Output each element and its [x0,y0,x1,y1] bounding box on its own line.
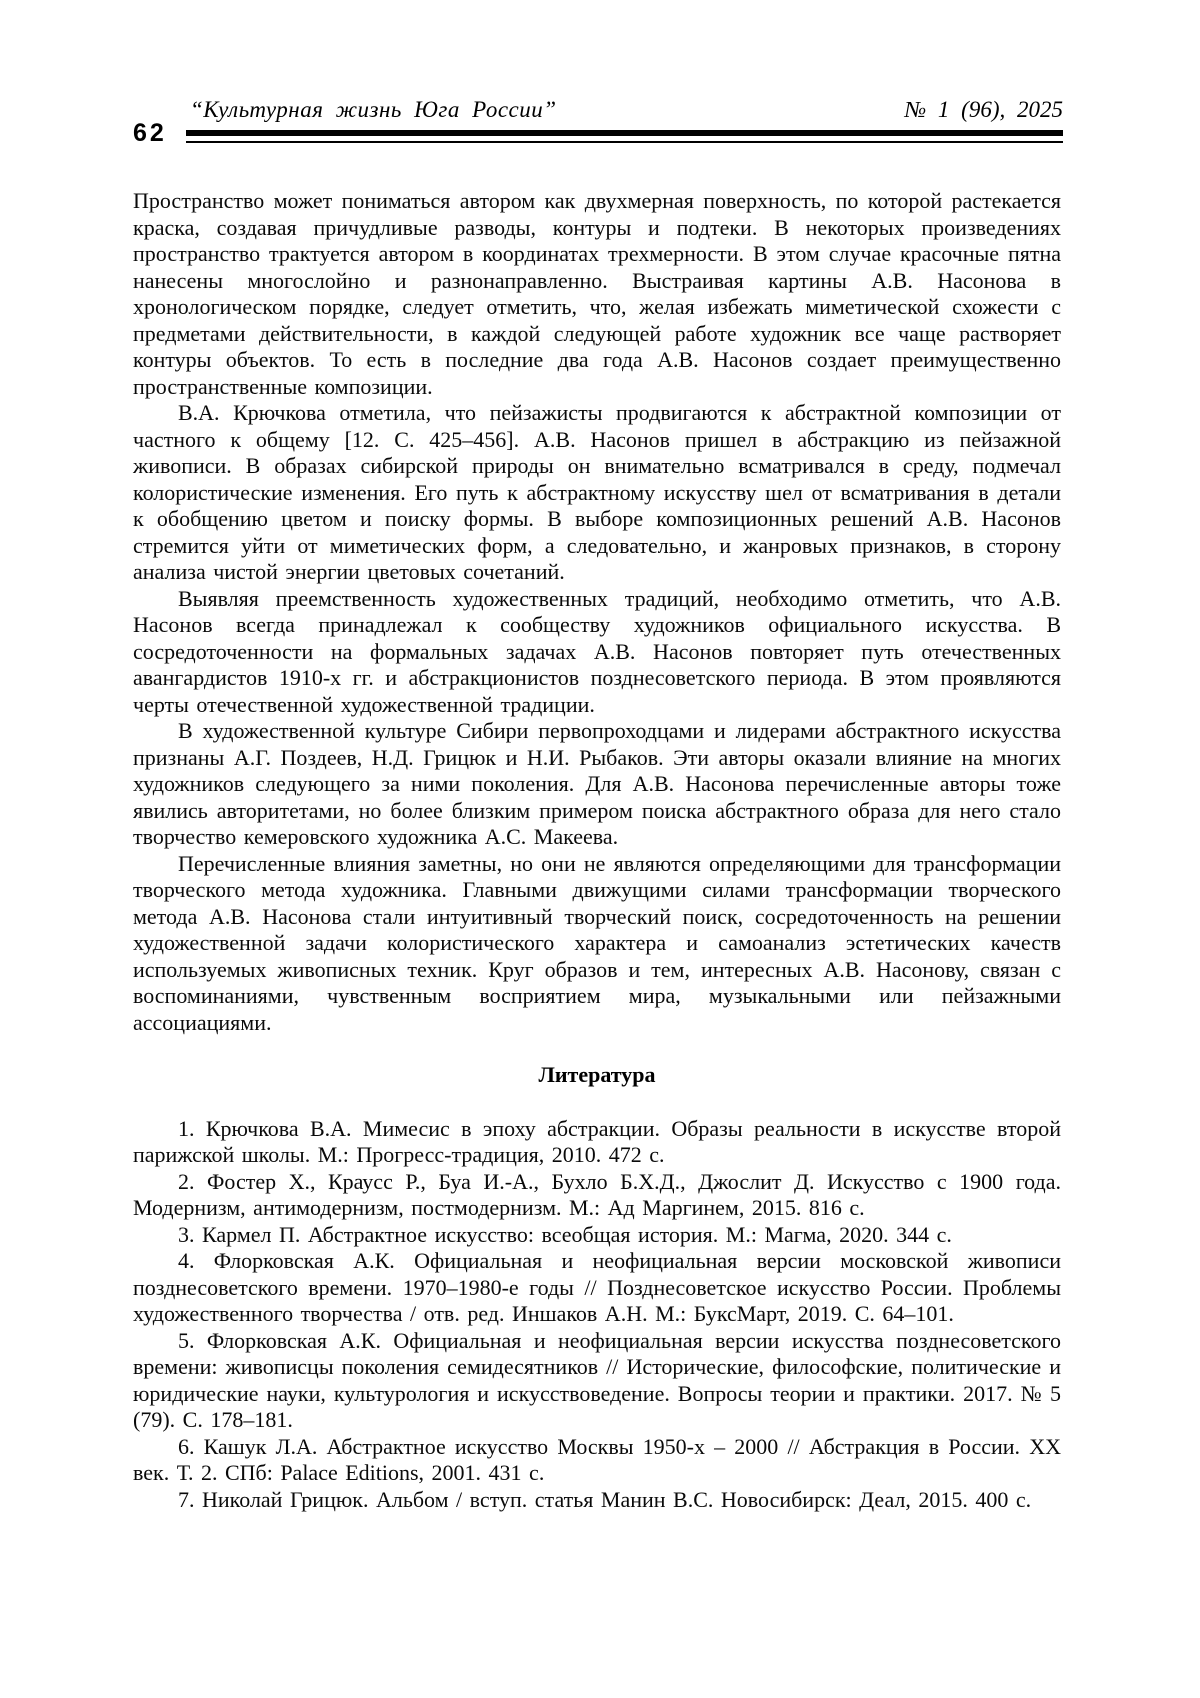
reference-item: 5. Флорковская А.К. Официальная и неофициальная версии искусства позднесоветского времени: живописцы поколения семидесятников // Исторические, философские, политические и юридические науки, культурология и искусствоведение. Вопросы теории и практики. 2017. № 5 (79). С. 178–181. [133,1327,1061,1432]
paragraph: Выявляя преемственность художественных традиций, необходимо отметить, что А.В. Насонов всегда принадлежал к сообществу художников официального искусства. В сосредоточенности на формальных задачах А.В. Насонов повторяет путь отечественных авангардистов 1910-х гг. и абстракционистов позднесоветского периода. В этом проявляются черты отечественной художественной традиции. [133,585,1061,717]
paragraph: Перечисленные влияния заметны, но они не являются определяющими для трансформации творческого метода художника. Главными движущими силами трансформации творческого метода А.В. Насонова стали интуитивный творческий поиск, сосредоточенность на решении художественной задачи колористического характера и самоанализ эстетических качеств используемых живописных техник. Круг образов и тем, интересных А.В. Насонову, связан с воспоминаниями, чувственным восприятием мира, музыкальными или пейзажными ассоциациями. [133,850,1061,1035]
journal-title: “Культурная жизнь Юга России” [190,97,557,122]
reference-item: 1. Крючкова В.А. Мимесис в эпоху абстракции. Образы реальности в искусстве второй парижской школы. М.: Прогресс-традиция, 2010. 472 с. [133,1115,1061,1167]
paragraph: Пространство может пониматься автором как двухмерная поверхность, по которой растекается краска, создавая причудливые разводы, контуры и подтеки. В некоторых произведениях пространство трактуется автором в координатах трехмерности. В этом случае красочные пятна нанесены многослойно и разнонаправленно. Выстраивая картины А.В. Насонова в хронологическом порядке, следует отметить, что, желая избежать миметической схожести с предметами действительности, в каждой следующей работе художник все чаще растворяет контуры объектов. То есть в последние два года А.В. Насонов создает преимущественно пространственные композиции. [133,188,1061,399]
reference-item: 6. Кашук Л.А. Абстрактное искусство Москвы 1950-х – 2000 // Абстракция в России. XX век. Т. 2. СПб: Palace Editions, 2001. 431 с. [133,1433,1061,1485]
running-head [0,0,1200,160]
paragraph: В.А. Крючкова отметила, что пейзажисты продвигаются к абстрактной композиции от частного к общему [12. С. 425–456]. А.В. Насонов пришел в абстракцию из пейзажной живописи. В образах сибирской природы он внимательно всматривался в среду, подмечал колористические изменения. Его путь к абстрактному искусству шел от всматривания в детали к обобщению цветом и поиску формы. В выборе композиционных решений А.В. Насонов стремится уйти от миметических форм, а следовательно, и жанровых признаков, в сторону анализа чистой энергии цветовых сочетаний. [133,400,1061,584]
reference-item: 7. Николай Грицюк. Альбом / вступ. статья Манин В.С. Новосибирск: Деал, 2015. 400 с. [178,1486,1032,1512]
header-rule-thick [186,130,1063,136]
reference-list [133,1116,1061,1514]
reference-item: 3. Кармел П. Абстрактное искусство: всеобщая история. М.: Магма, 2020. 344 с. [178,1221,952,1247]
issue-number: № 1 (96), 2025 [904,97,1063,122]
paragraph: В художественной культуре Сибири первопроходцами и лидерами абстрактного искусства признаны А.Г. Поздеев, Н.Д. Грицюк и Н.И. Рыбаков. Эти авторы оказали влияние на многих художников следующего за ними поколения. Для А.В. Насонова перечисленные авторы тоже явились авторитетами, но более близким примером поиска абстрактного образа для него стало творчество кемеровского художника А.С. Макеева. [133,718,1061,849]
reference-item: 2. Фостер Х., Краусс Р., Буа И.-А., Бухло Б.Х.Д., Джослит Д. Искусство с 1900 года. Модернизм, антимодернизм, постмодернизм. М.: Ад Маргинем, 2015. 816 с. [133,1168,1061,1220]
header-rule-thin [186,141,1063,143]
page-number: 62 [133,119,167,147]
reference-item: 4. Флорковская А.К. Официальная и неофициальная версии московской живописи позднесоветского времени. 1970–1980-е годы // Позднесоветское искусство России. Проблемы художественного творчества / отв. ред. Иншаков А.Н. М.: БуксМарт, 2019. С. 64–101. [133,1248,1061,1326]
section-heading-literature: Литература [538,1062,656,1087]
article-body [133,188,1061,1513]
